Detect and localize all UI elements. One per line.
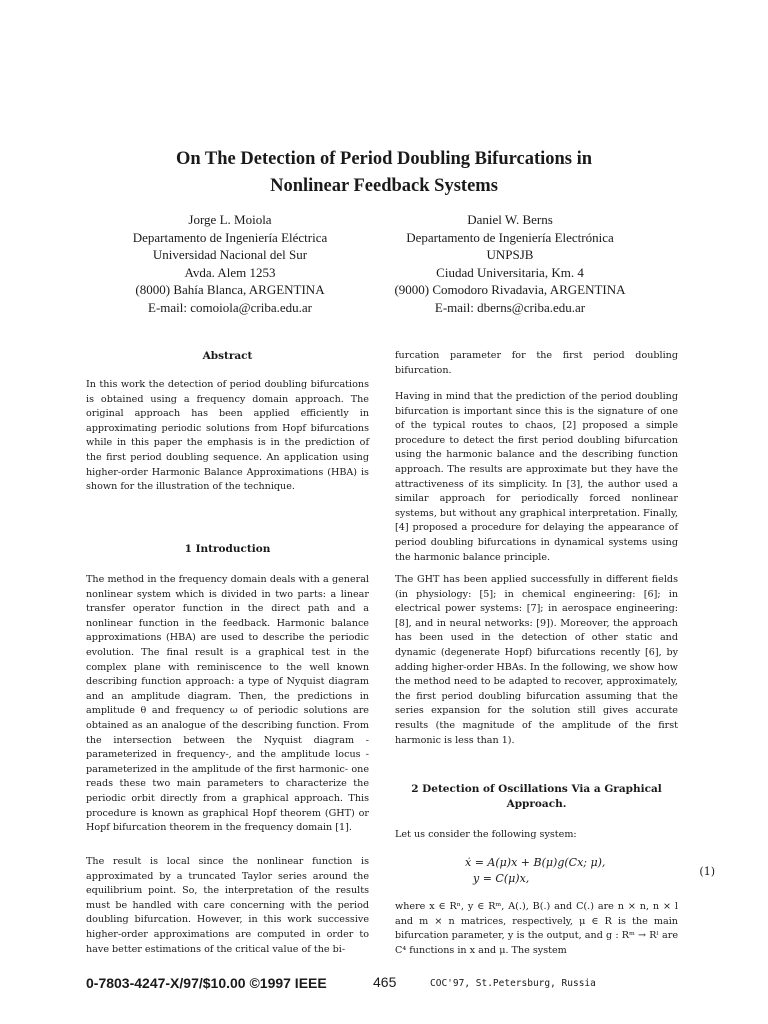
- right-column-ght: [395, 573, 678, 748]
- intro-paragraph-2: The result is local since the nonlinear function is approximated by a truncated Taylor series around the equilibrium point. So, the interpretation of the results must be handled with care concerning with the period doubling bifurcation. However, in this work successive higher-order approximations are computed in order to have better estimations of the critical value of the bi-: [86, 856, 369, 955]
- right-column-top: [395, 349, 678, 378]
- section-2-heading-line-2: Approach.: [506, 798, 567, 810]
- author-address-line-2: (8000) Bahía Blanca, ARGENTINA: [135, 282, 325, 297]
- system-intro-block: [395, 828, 678, 843]
- author-institution: Universidad Nacional del Sur: [152, 247, 308, 262]
- author-department: Departamento de Ingeniería Electrónica: [406, 229, 614, 245]
- footer-page-number: 465: [373, 974, 397, 990]
- author-institution: UNPSJB: [486, 247, 534, 262]
- introduction-heading-block: [86, 542, 369, 557]
- paper-title: [60, 146, 708, 200]
- footer-conference: COC'97, St.Petersburg, Russia: [430, 978, 596, 989]
- abstract-heading: Abstract: [202, 350, 253, 362]
- right-paragraph-4: Let us consider the following system:: [395, 829, 577, 840]
- abstract-text: In this work the detection of period doubling bifurcations is obtained using a frequency domain approach. The original approach has been applied efficiently in approximating periodic solutions from Hopf bifurcations while in this paper the emphasis is in the prediction of the first period doubling sequence. An application using higher-order Harmonic Balance Approximations (HBA) is shown for the illustration of the technique.: [86, 379, 369, 493]
- equation-line-1: ẋ = A(μ)x + B(μ)g(Cx; μ),: [465, 856, 606, 869]
- right-paragraph-1: furcation parameter for the first period doubling bifurcation.: [395, 350, 678, 376]
- title-line-2: Nonlinear Feedback Systems: [270, 176, 498, 196]
- author-name: Jorge L. Moiola: [188, 212, 272, 227]
- title-line-1: On The Detection of Period Doubling Bifurcations in: [175, 149, 593, 169]
- author-block-1: [98, 211, 362, 316]
- author-department: Departamento de Ingeniería Eléctrica: [132, 229, 328, 245]
- author-address-line-1: Avda. Alem 1253: [184, 264, 276, 280]
- right-paragraph-5: where x ∈ Rⁿ, y ∈ Rᵐ, A(.), B(.) and C(.) are n × n, n × l and m × n matrices, respectively, μ ∈ R is the main bifurcation parameter, y is the output, and g : Rᵐ → Rˡ are C⁴ functions in x and μ. The system: [395, 901, 678, 956]
- author-address-line-1: Ciudad Universitaria, Km. 4: [436, 264, 584, 280]
- section-1-heading: 1 Introduction: [184, 543, 271, 555]
- system-definition-block: [395, 900, 678, 958]
- abstract-heading-block: [86, 349, 369, 364]
- right-column-history: [395, 390, 678, 565]
- introduction-block: [86, 573, 369, 836]
- intro-paragraph-1: The method in the frequency domain deals with a general nonlinear system which is divided in two parts: a linear transfer operator function in the direct path and a nonlinear function in the feedback. Harmonic balance approximations (HBA) are used to describe the periodic evolution. The final result is a graphical test in the complex plane with reminiscence to the well known describing function approach: a type of Nyquist diagram and an amplitude diagram. Then, the predictions in amplitude θ and frequency ω of periodic solutions are obtained as an analogue of the describing function. From the intersection between the Nyquist diagram -parameterized in frequency-, and the amplitude locus -parameterized in the amplitude of the first harmonic- one reads these two main parameters to characterize the periodic orbit directly from a graphical approach. This procedure is known as graphical Hopf theorem (GHT) or Hopf bifurcation theorem in the frequency domain [1].: [86, 574, 369, 834]
- author-block-2: [362, 211, 658, 316]
- section-2-heading-block: [395, 782, 678, 812]
- right-paragraph-3: The GHT has been applied successfully in different fields (in physiology: [5]; in chemical engineering: [6]; in electrical power systems: [7]; in aerospace engineering: [8], and in neural networks: [9]). Moreover, the approach has been used in the detection of other static and dynamic (degenerate Hopf) bifurcations recently [6], by adding higher-order HBAs. In the following, we show how the method need to be adapted to recover, approximately, the first period doubling bifurcation assuming that the series expansion for the solution still gives accurate results (the magnitude of the amplitude of the first harmonic is less than 1).: [395, 574, 678, 746]
- footer-copyright: 0-7803-4247-X/97/$10.00 ©1997 IEEE: [86, 975, 327, 991]
- equation-1: [465, 855, 715, 891]
- abstract-block: [86, 378, 369, 495]
- author-email: E-mail: comoiola@criba.edu.ar: [148, 299, 312, 315]
- equation-line-2: y = C(μ)x,: [473, 872, 530, 885]
- author-email: E-mail: dberns@criba.edu.ar: [434, 299, 586, 315]
- equation-number: (1): [699, 865, 715, 878]
- author-name: Daniel W. Berns: [467, 212, 553, 227]
- section-2-heading-line-1: 2 Detection of Oscillations Via a Graphical: [411, 783, 662, 795]
- introduction-continued-block: [86, 855, 369, 957]
- right-paragraph-2: Having in mind that the prediction of the period doubling bifurcation is important since this is the signature of one of the typical routes to chaos, [2] proposed a simple procedure to detect the first period doubling bifurcation using the harmonic balance and the describing function approach. The results are approximate but they have the attractiveness of its simplicity. In [3], the author used a similar approach for periodically forced nonlinear systems, but without any graphical interpretation. Finally, [4] proposed a procedure for delaying the appearance of period doubling bifurcations in dynamical systems using the harmonic balance principle.: [395, 391, 679, 563]
- author-address-line-2: (9000) Comodoro Rivadavia, ARGENTINA: [394, 282, 626, 297]
